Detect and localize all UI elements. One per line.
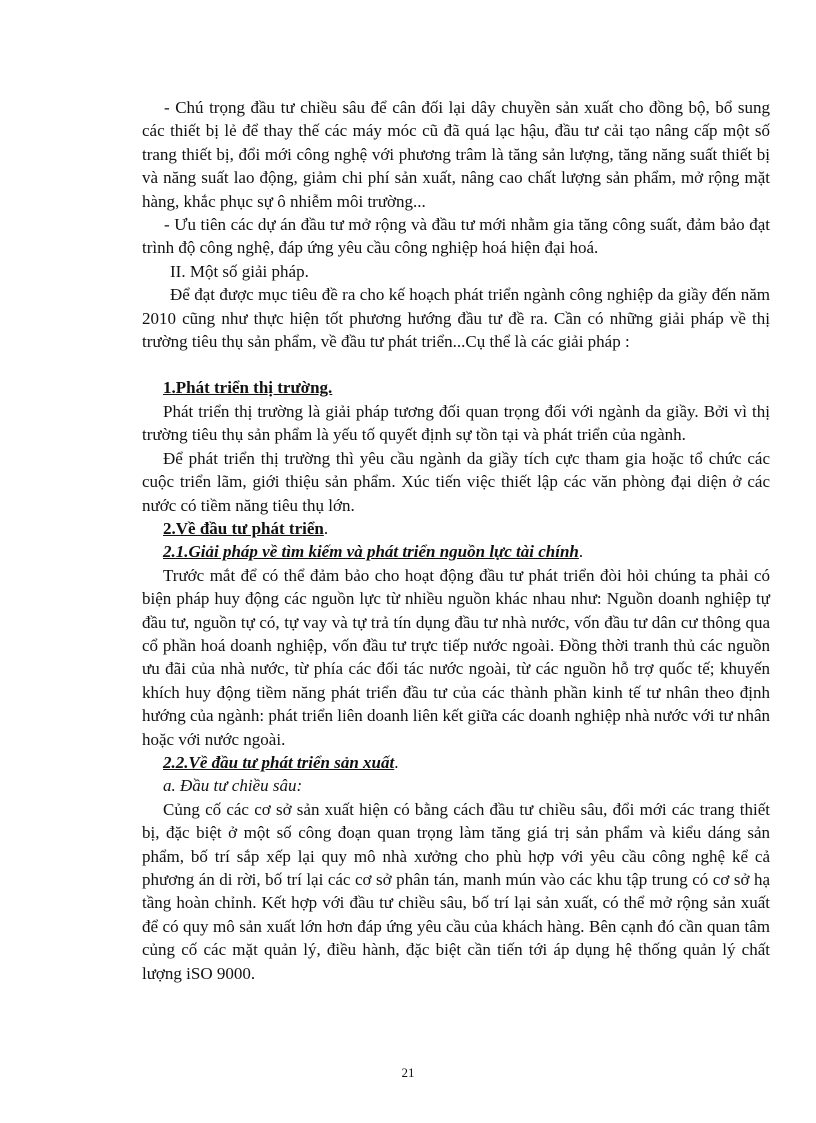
document-page <box>142 96 770 985</box>
heading-market <box>142 376 770 399</box>
heading-production-investment <box>142 751 770 774</box>
paragraph-solutions-intro: Để đạt được mục tiêu đề ra cho kế hoạch phát triển ngành công nghiệp da giầy đến năm 2010 cũng như thực hiện tốt phương hướng đầu tư đề ra. Cần có những giải pháp về thị trường tiêu thụ sản phẩm, về đầu tư phát triển...Cụ thể là các giải pháp : <box>142 285 770 352</box>
paragraph-market-development: Để phát triển thị trường thì yêu cầu ngành da giầy tích cực tham gia hoặc tổ chức các cuộc triển lãm, giới thiệu sản phẩm. Xúc tiến việc thiết lập các văn phòng đại diện ở các nước có tiềm năng tiêu thụ lớn. <box>142 448 770 515</box>
heading-financial-resources-text: 2.1.Giải pháp về tìm kiếm và phát triển nguồn lực tài chính <box>163 542 579 562</box>
heading-production-investment-text: 2.2.Về đầu tư phát triển sản xuất <box>163 752 395 772</box>
spacer <box>142 353 770 376</box>
heading-market-text: 1.Phát triển thị trường. <box>163 378 333 398</box>
paragraph-market-importance: Phát triển thị trường là giải pháp tương đối quan trọng đối với ngành da giầy. Bởi vì thị trường tiêu thụ sản phẩm là yếu tố quyết định sự tồn tại và phát triển của ngành. <box>142 401 770 445</box>
paragraph-investment-priority: - Ưu tiên các dự án đầu tư mở rộng và đầu tư mới nhằm gia tăng công suất, đảm bảo đạt trình độ công nghệ, đáp ứng yêu cầu công nghiệp hoá hiện đại hoá. <box>142 215 770 258</box>
heading-investment-text: 2.Về đầu tư phát triển <box>163 518 324 538</box>
heading-investment-dot: . <box>323 518 329 538</box>
paragraph-financial-resources: Trước mắt để có thể đảm bảo cho hoạt động đầu tư phát triển đòi hỏi chúng ta phải có biện pháp huy động các nguồn lực từ nhiều nguồn khác nhau như: Nguồn doanh nghiệp tự đầu tư, nguồn tự có, tự vay và tự trả tín dụng đầu tư nhà nước, vốn đầu tư dân cư thông qua cổ phần hoá doanh nghiệp, vốn đầu tư trực tiếp nước ngoài. Đồng thời tranh thủ các nguồn ưu đãi của nhà nước, từ phía các đối tác nước ngoài, từ các nguồn hỗ trợ quốc tế; khuyến khích huy động tiềm năng phát triển đầu tư của các thành phần kinh tế tư nhân theo định hướng của ngành: phát triển liên doanh liên kết giữa các doanh nghiệp nhà nước với tư nhân hoặc với nước ngoài. <box>142 565 770 749</box>
heading-production-investment-dot: . <box>394 752 399 772</box>
heading-financial-resources-dot: . <box>578 542 584 562</box>
subheading-depth-investment: a. Đầu tư chiều sâu: <box>163 776 303 796</box>
heading-financial-resources <box>142 540 770 563</box>
heading-investment <box>142 517 770 540</box>
paragraph-depth-investment: Củng cố các cơ sở sản xuất hiện có bằng cách đầu tư chiều sâu, đổi mới các trang thiết bị, đặc biệt ở một số công đoạn quan trọng làm tăng giá trị sản phẩm và kiểu dáng sản phẩm, bố trí sắp xếp lại quy mô nhà xưởng cho phù hợp với yêu cầu công nghệ kể cả phương án di rời, bố trí lại các cơ sở phân tán, manh mún vào các khu tập trung có cơ sở hạ tầng hoàn chỉnh. Kết hợp với đầu tư chiều sâu, bố trí lại sản xuất, có thể mở rộng sản xuất để có quy mô sản xuất lớn hơn đáp ứng yêu cầu của khách hàng. Bên cạnh đó cần quan tâm củng cố các mặt quản lý, điều hành, đặc biệt cần tiến tới áp dụng hệ thống quản lý chất lượng iSO 9000. <box>142 799 770 983</box>
page-number: 21 <box>401 1065 415 1080</box>
paragraph-investment-depth: - Chú trọng đầu tư chiều sâu để cân đối lại dây chuyền sản xuất cho đồng bộ, bổ sung các thiết bị lẻ để thay thế các máy móc cũ đã quá lạc hậu, đầu tư cải tạo nâng cấp một số trang thiết bị, đổi mới công nghệ với phương trâm là tăng sản lượng, tăng năng suất thiết bị và năng suất lao động, giảm chi phí sản xuất, nâng cao chất lượng sản phẩm, mở rộng mặt hàng, khắc phục sự ô nhiễm môi trường... <box>142 98 770 211</box>
section-title-solutions: II. Một số giải pháp. <box>170 261 309 281</box>
